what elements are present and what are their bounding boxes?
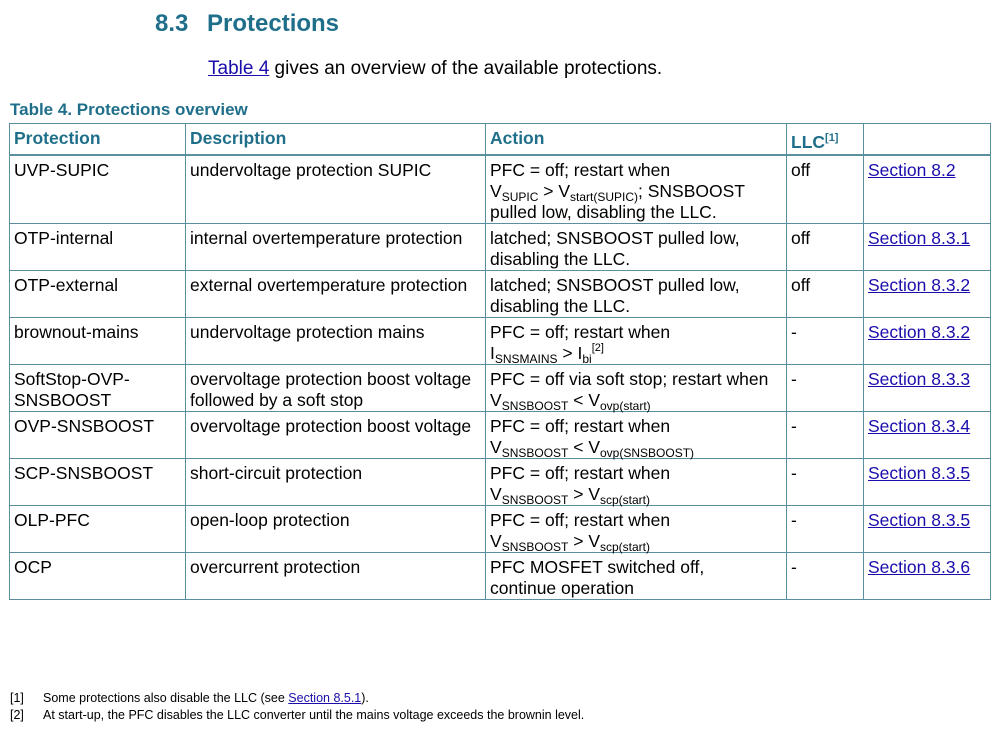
- action-text: < V: [568, 437, 600, 457]
- llc-cell: off: [787, 155, 864, 224]
- footnote-number: [1]: [10, 691, 24, 705]
- action-text: > V: [568, 531, 600, 551]
- description-cell: open-loop protection: [186, 506, 486, 553]
- action-text: latched; SNSBOOST pulled low,: [490, 275, 740, 295]
- action-text: SNSBOOST: [501, 540, 569, 554]
- reference-cell: [864, 506, 991, 553]
- llc-cell: -: [787, 318, 864, 365]
- action-cell: [486, 553, 787, 600]
- action-text: > V: [538, 181, 570, 201]
- action-cell: [486, 506, 787, 553]
- protection-cell: UVP-SUPIC: [10, 155, 186, 224]
- footnote-text: Some protections also disable the LLC (see: [43, 691, 289, 705]
- action-text: PFC = off; restart when: [490, 322, 671, 342]
- reference-cell: [864, 459, 991, 506]
- reference-cell: [864, 365, 991, 412]
- description-cell: external overtemperature protection: [186, 271, 486, 318]
- action-cell: [486, 412, 787, 459]
- footnote-2: [10, 707, 584, 724]
- action-text: V: [490, 181, 502, 201]
- action-text: V: [490, 531, 502, 551]
- action-cell: [486, 224, 787, 271]
- footnote-number: [2]: [10, 708, 24, 722]
- action-text: I: [490, 343, 495, 363]
- protections-table: [9, 123, 991, 600]
- section-link[interactable]: Section 8.2: [868, 160, 956, 180]
- table-row: [10, 412, 991, 459]
- action-text: PFC = off via soft stop; restart when: [490, 369, 769, 389]
- table-4-link[interactable]: Table 4: [208, 58, 270, 79]
- action-text: PFC MOSFET switched off,: [490, 557, 705, 577]
- action-cell: [486, 155, 787, 224]
- table-row: [10, 365, 991, 412]
- action-text: SNSBOOST: [501, 493, 569, 507]
- section-link[interactable]: Section 8.3.2: [868, 275, 971, 295]
- table-row: [10, 459, 991, 506]
- header-protection: Protection: [10, 124, 186, 156]
- action-text: bi: [582, 352, 592, 366]
- description-cell: overvoltage protection boost voltage: [186, 412, 486, 459]
- header-action: Action: [486, 124, 787, 156]
- section-link[interactable]: Section 8.3.4: [868, 416, 971, 436]
- table-row: [10, 318, 991, 365]
- header-description: Description: [186, 124, 486, 156]
- action-text: SNSMAINS: [494, 352, 558, 366]
- action-text: V: [490, 484, 502, 504]
- llc-cell: -: [787, 553, 864, 600]
- action-text: ovp(start): [600, 399, 651, 413]
- header-llc-label: LLC: [791, 131, 826, 152]
- action-text: V: [490, 437, 502, 457]
- llc-cell: off: [787, 224, 864, 271]
- table-row: [10, 271, 991, 318]
- section-8-5-1-link[interactable]: Section 8.5.1: [288, 691, 362, 705]
- description-cell: overvoltage protection boost voltage followed by a soft stop: [186, 365, 486, 412]
- reference-cell: [864, 271, 991, 318]
- header-reference: [864, 124, 991, 156]
- intro-text: gives an overview of the available protections.: [269, 58, 663, 79]
- description-cell: undervoltage protection mains: [186, 318, 486, 365]
- reference-cell: [864, 412, 991, 459]
- header-llc: [787, 124, 864, 156]
- action-text: latched; SNSBOOST pulled low,: [490, 228, 740, 248]
- protection-cell: OTP-external: [10, 271, 186, 318]
- reference-cell: [864, 553, 991, 600]
- description-cell: undervoltage protection SUPIC: [186, 155, 486, 224]
- action-text: continue operation: [490, 578, 634, 598]
- table-header-row: [10, 124, 991, 156]
- footnote-text: At start-up, the PFC disables the LLC converter until the mains voltage exceeds the brownin level.: [43, 708, 585, 722]
- table-row: [10, 553, 991, 600]
- table-row: [10, 506, 991, 553]
- section-link[interactable]: Section 8.3.2: [868, 322, 971, 342]
- protection-cell: SoftStop-OVP-SNSBOOST: [10, 365, 186, 412]
- action-text: start(SUPIC): [570, 190, 639, 204]
- action-text: SNSBOOST: [501, 399, 569, 413]
- section-title: Protections: [207, 10, 340, 37]
- table-row: [10, 155, 991, 224]
- intro-paragraph: [208, 58, 662, 80]
- action-text: PFC = off; restart when: [490, 463, 671, 483]
- section-link[interactable]: Section 8.3.5: [868, 510, 971, 530]
- action-text: disabling the LLC.: [490, 296, 631, 316]
- action-cell: [486, 271, 787, 318]
- action-text: V: [490, 390, 502, 410]
- action-text: scp(start): [600, 493, 651, 507]
- footnote-text-after: ).: [361, 691, 369, 705]
- protection-cell: OVP-SNSBOOST: [10, 412, 186, 459]
- section-link[interactable]: Section 8.3.3: [868, 369, 971, 389]
- llc-cell: -: [787, 365, 864, 412]
- protection-cell: OCP: [10, 553, 186, 600]
- table-row: [10, 224, 991, 271]
- header-llc-footnote-ref[interactable]: [1]: [825, 132, 839, 144]
- protection-cell: OTP-internal: [10, 224, 186, 271]
- table-body: [10, 155, 991, 600]
- action-text: SNSBOOST: [501, 446, 569, 460]
- action-cell: [486, 365, 787, 412]
- table-caption: Table 4. Protections overview: [10, 100, 248, 119]
- section-link[interactable]: Section 8.3.5: [868, 463, 971, 483]
- action-text: PFC = off; restart when: [490, 416, 671, 436]
- llc-cell: off: [787, 271, 864, 318]
- action-text: PFC = off; restart when: [490, 510, 671, 530]
- footnote-ref[interactable]: [2]: [591, 342, 604, 354]
- action-cell: [486, 459, 787, 506]
- protection-cell: brownout-mains: [10, 318, 186, 365]
- action-text: > I: [557, 343, 583, 363]
- llc-cell: -: [787, 412, 864, 459]
- action-text: SUPIC: [501, 190, 539, 204]
- section-number: 8.3: [155, 10, 189, 37]
- action-text: PFC = off; restart when: [490, 160, 671, 180]
- protection-cell: OLP-PFC: [10, 506, 186, 553]
- section-heading: [155, 10, 339, 38]
- action-text: ovp(SNSBOOST): [600, 446, 695, 460]
- action-text: > V: [568, 484, 600, 504]
- reference-cell: [864, 155, 991, 224]
- section-link[interactable]: Section 8.3.1: [868, 228, 971, 248]
- action-text: disabling the LLC.: [490, 249, 631, 269]
- description-cell: short-circuit protection: [186, 459, 486, 506]
- action-text: scp(start): [600, 540, 651, 554]
- description-cell: overcurrent protection: [186, 553, 486, 600]
- footnote-1: [10, 690, 584, 707]
- description-cell: internal overtemperature protection: [186, 224, 486, 271]
- llc-cell: -: [787, 459, 864, 506]
- llc-cell: -: [787, 506, 864, 553]
- section-link[interactable]: Section 8.3.6: [868, 557, 971, 577]
- protection-cell: SCP-SNSBOOST: [10, 459, 186, 506]
- reference-cell: [864, 224, 991, 271]
- action-cell: [486, 318, 787, 365]
- action-text: < V: [568, 390, 600, 410]
- reference-cell: [864, 318, 991, 365]
- action-text: ; SNSBOOST: [638, 181, 745, 201]
- footnotes: [10, 690, 584, 724]
- action-text: pulled low, disabling the LLC.: [490, 202, 717, 222]
